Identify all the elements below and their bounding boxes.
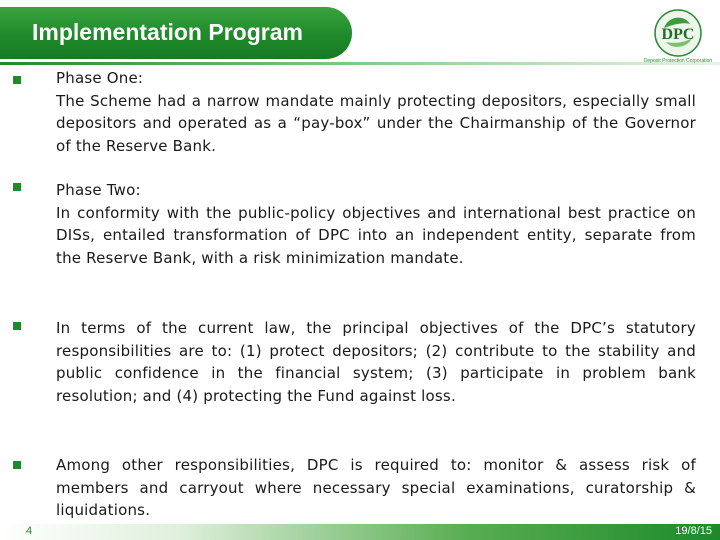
bullet-square-icon (13, 322, 21, 330)
bullet-body: In terms of the current law, the principal objectives of the DPC’s statutory responsibilities are to: (1) protect depositors; (2) contribute to the stability and public confidence in the financial system; (3) participate in problem bank resolution; and (4) protecting the Fund against loss. (56, 319, 696, 405)
slide-footer (0, 524, 720, 540)
dpc-logo (638, 2, 716, 64)
bullet-title: Phase Two: (56, 181, 141, 199)
bullet-body: In conformity with the public-policy objectives and international best practice on DISs, entailed transformation of DPC into an independent entity, separate from the Reserve Bank, with a risk minimization mandate. (56, 203, 696, 267)
bullet-text (56, 67, 696, 157)
slide-title: Implementation Program (32, 19, 303, 45)
bullet-body: The Scheme had a narrow mandate mainly protecting depositors, especially small depositors and operated as a “pay-box” under the Chairmanship of the Governor of the Reserve Bank. (56, 91, 696, 155)
bullet-body: Among other responsibilities, DPC is required to: monitor & assess risk of members and carryout where necessary special examinations, curatorship & liquidations. (56, 456, 696, 519)
bullet-square-icon (13, 76, 21, 84)
bullet-text (56, 179, 696, 269)
header-divider (0, 62, 720, 65)
page-number: 4 (26, 525, 33, 537)
bullet-square-icon (13, 183, 21, 191)
bullet-square-icon (13, 461, 21, 469)
bullet-title: Phase One: (56, 69, 144, 87)
logo-initials: DPC (661, 26, 695, 43)
footer-date: 19/8/15 (675, 525, 712, 537)
bullet-text (56, 454, 696, 522)
slide-header (0, 0, 720, 66)
logo-caption: Deposit Protection Corporation (643, 58, 713, 64)
bullet-text (56, 317, 696, 407)
